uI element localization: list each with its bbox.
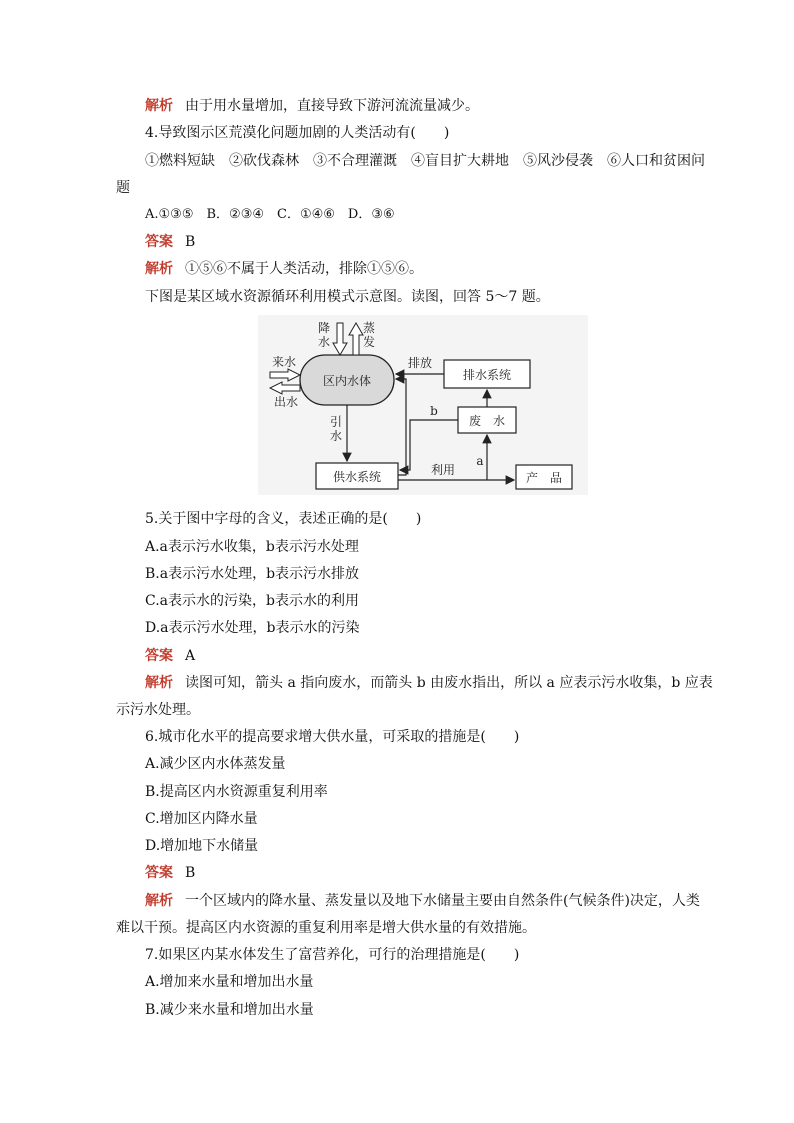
q3-analysis <box>145 97 479 115</box>
q4-answer-value: B <box>185 234 196 250</box>
analysis-tag: 解析 <box>145 98 173 114</box>
outflow-label: 出水 <box>274 395 299 409</box>
q6-analysis-text-1: 一个区域内的降水量、蒸发量以及地下水储量主要由自然条件(气候条件)决定，人类 <box>185 893 700 909</box>
analysis-tag: 解析 <box>145 893 173 909</box>
q5-analysis-text-1: 读图可知，箭头 a 指向废水，而箭头 b 由废水指出，所以 a 应表示污水收集，b 应表 <box>185 675 713 691</box>
supply-system-label: 供水系统 <box>332 470 382 484</box>
intake-char-1: 引 <box>329 415 342 429</box>
q5-answer <box>145 647 195 665</box>
precip-char-1: 降 <box>317 321 331 335</box>
q7-option-a: A.增加来水量和增加出水量 <box>145 974 314 990</box>
q6-analysis-text-2: 难以干预。提高区内水资源的重复利用率是增大供水量的有效措施。 <box>116 920 536 936</box>
diagram-intro: 下图是某区域水资源循环利用模式示意图。读图，回答 5～7 题。 <box>145 289 550 305</box>
q4-analysis-text: ①⑤⑥不属于人类活动，排除①⑤⑥。 <box>185 261 423 277</box>
q4-choices: A.①③⑤ B．②③④ C．①④⑥ D．③⑥ <box>145 207 395 222</box>
q4-options-line2: 题 <box>116 180 130 196</box>
q5-option-b: B.a表示污水处理，b表示污水排放 <box>145 566 360 582</box>
analysis-tag: 解析 <box>145 261 173 277</box>
precip-char-2: 水 <box>317 335 331 349</box>
b-label: b <box>430 404 438 418</box>
q5-option-d: D.a表示污水处理，b表示水的污染 <box>145 620 360 636</box>
q4-answer <box>145 233 195 251</box>
answer-tag: 答案 <box>145 865 173 881</box>
water-cycle-diagram <box>258 315 588 495</box>
q6-answer <box>145 864 195 882</box>
q5-analysis <box>145 674 713 692</box>
q7-stem: 7.如果区内某水体发生了富营养化，可行的治理措施是( ) <box>145 947 520 963</box>
q7-option-b: B.减少来水量和增加出水量 <box>145 1002 314 1018</box>
q5-stem: 5.关于图中字母的含义，表述正确的是( ) <box>145 511 422 527</box>
q6-option-d: D.增加地下水储量 <box>145 838 259 854</box>
q6-option-c: C.增加区内降水量 <box>145 811 258 827</box>
q6-option-a: A.减少区内水体蒸发量 <box>145 756 286 772</box>
a-label: a <box>476 454 484 468</box>
evap-char-1: 蒸 <box>362 321 376 335</box>
q4-analysis <box>145 260 423 278</box>
q6-stem: 6.城市化水平的提高要求增大供水量，可采取的措施是( ) <box>145 729 520 745</box>
use-label: 利用 <box>430 463 456 477</box>
q4-options-line1: ①燃料短缺 ②砍伐森林 ③不合理灌溉 ④盲目扩大耕地 ⑤风沙侵袭 ⑥人口和贫困问 <box>145 153 705 169</box>
intake-char-2: 水 <box>329 429 342 443</box>
drain-label: 排放 <box>407 356 433 370</box>
q6-analysis <box>145 892 700 910</box>
inflow-label: 来水 <box>272 355 297 369</box>
q5-option-c: C.a表示水的污染，b表示水的利用 <box>145 593 359 609</box>
q6-option-b: B.提高区内水资源重复利用率 <box>145 784 328 800</box>
q5-answer-value: A <box>185 648 196 664</box>
q5-option-a: A.a表示污水收集，b表示污水处理 <box>145 539 359 555</box>
analysis-tag: 解析 <box>145 675 173 691</box>
drainage-system-label: 排水系统 <box>462 368 512 382</box>
answer-tag: 答案 <box>145 648 173 664</box>
evap-char-2: 发 <box>362 335 376 349</box>
q5-analysis-text-2: 示污水处理。 <box>116 702 200 718</box>
answer-tag: 答案 <box>145 234 173 250</box>
q4-stem: 4.导致图示区荒漠化问题加剧的人类活动有( ) <box>145 125 450 141</box>
wastewater-label: 废 水 <box>468 414 506 428</box>
q6-answer-value: B <box>185 865 196 881</box>
q3-analysis-text: 由于用水量增加，直接导致下游河流流量减少。 <box>185 98 479 114</box>
product-label: 产 品 <box>525 471 563 485</box>
center-label: 区内水体 <box>322 374 372 388</box>
